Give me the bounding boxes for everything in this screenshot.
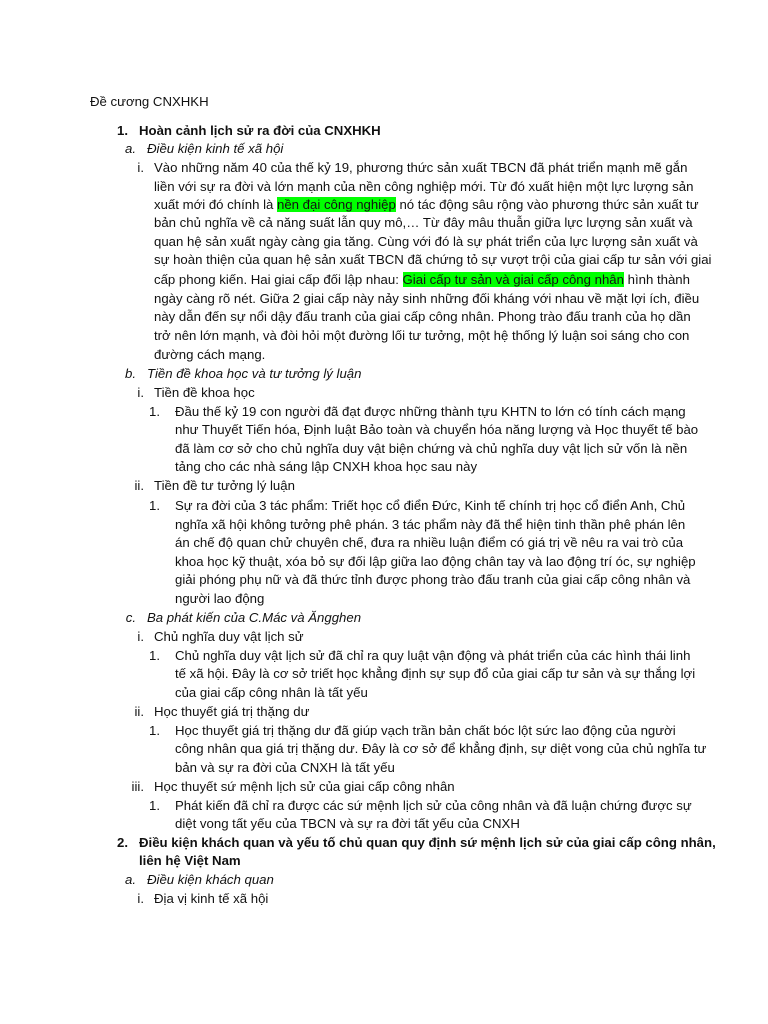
paragraph-text: nó tác động sâu rộng vào phương thức sản xuất tư xyxy=(395,197,699,212)
section-1b-ii-heading: Tiền đề tư tưởng lý luận xyxy=(154,478,295,493)
section-2-heading: Điều kiện khách quan và yếu tố chủ quan quy định sứ mệnh lịch sử của giai cấp công nhân, xyxy=(139,835,716,850)
section-1c-i-heading: Chủ nghĩa duy vật lịch sử xyxy=(154,629,304,644)
paragraph-line: như Thuyết Tiến hóa, Định luật Bảo toàn và chuyển hóa năng lượng và Học thuyết tế bào xyxy=(175,422,699,437)
document-title: Đề cương CNXHKH xyxy=(90,94,209,109)
paragraph-line: trở nên lớn mạnh, và đòi hỏi một đường lối tư tưởng, một hệ thống lý luận soi sáng cho con xyxy=(154,328,690,343)
paragraph-line: bản chủ nghĩa về cả năng suất lẫn quy mô,… Từ đây mâu thuẫn giữa lực lượng sản xuất và xyxy=(154,215,693,230)
section-1c-number: c. xyxy=(125,610,136,625)
paragraph-line: sự hoàn thiện của quan hệ sản xuất TBCN đã chứng tỏ sự vượt trội của giai cấp tư sản với giai xyxy=(154,252,712,267)
item-number: 1. xyxy=(149,648,160,663)
highlighted-text: nền đại công nghiệp xyxy=(277,197,396,212)
paragraph-text: cấp phong kiến. Hai giai cấp đối lập nhau: xyxy=(154,272,403,287)
section-1c-i-number: i. xyxy=(137,629,144,644)
section-2a-i-heading: Địa vị kinh tế xã hội xyxy=(154,891,269,906)
section-1a-number: a. xyxy=(125,141,136,156)
section-1a-i-number: i. xyxy=(137,160,144,175)
paragraph-line: diệt vong tất yếu của TBCN và sự ra đời tất yếu của CNXH xyxy=(175,816,520,831)
paragraph-line: ngày càng rõ nét. Giữa 2 giai cấp này nảy sinh những đối kháng với nhau về mặt lợi ích, điều xyxy=(154,291,700,306)
section-1c-heading: Ba phát kiến của C.Mác và Ăngghen xyxy=(147,610,362,625)
section-2a-i-number: i. xyxy=(137,891,144,906)
paragraph-line xyxy=(154,196,699,214)
section-1b-i-number: i. xyxy=(137,385,144,400)
paragraph-line: liền với sự ra đời và lớn mạnh của nền công nghiệp mới. Từ đó xuất hiện một lực lượng sản xyxy=(154,179,694,194)
paragraph-line: này dẫn đến sự nổi dậy đấu tranh của giai cấp công nhân. Phong trào đấu tranh của họ dần xyxy=(154,309,691,324)
section-1-heading: Hoàn cảnh lịch sử ra đời của CNXHKH xyxy=(139,123,381,138)
paragraph-line: Vào những năm 40 của thế kỷ 19, phương thức sản xuất TBCN đã phát triển mạnh mẽ gắn xyxy=(154,160,688,175)
paragraph-line: Học thuyết giá trị thặng dư đã giúp vạch trần bản chất bóc lột sức lao động của người xyxy=(175,723,676,738)
paragraph-text: xuất mới đó chính là xyxy=(154,197,278,212)
section-1b-heading: Tiền đề khoa học và tư tưởng lý luận xyxy=(147,366,362,381)
paragraph-line: bản và sự ra đời của CNXH là tất yếu xyxy=(175,760,395,775)
item-number: 1. xyxy=(149,798,160,813)
paragraph-text: hình thành xyxy=(623,272,690,287)
item-number: 1. xyxy=(149,404,160,419)
paragraph-line: quan hệ sản xuất ngày càng gia tăng. Cùng với đó là sự phát triển của lực lượng sản xuất và xyxy=(154,234,698,249)
item-number: 1. xyxy=(149,723,160,738)
paragraph-line: Phát kiến đã chỉ ra được các sứ mệnh lịch sử của công nhân và đã luận chứng được sự xyxy=(175,798,692,813)
section-1c-iii-number: iii. xyxy=(131,779,144,794)
section-1c-iii-heading: Học thuyết sứ mệnh lịch sử của giai cấp công nhân xyxy=(154,779,455,794)
paragraph-line: tảng cho các nhà sáng lập CNXH khoa học sau này xyxy=(175,459,478,474)
paragraph-line: Đầu thế kỷ 19 con người đã đạt được những thành tựu KHTN to lớn có tính cách mạng xyxy=(175,404,686,419)
paragraph-line xyxy=(154,271,690,289)
paragraph-line: người lao động xyxy=(175,591,265,606)
paragraph-line: đường cách mạng. xyxy=(154,347,266,362)
highlighted-text: Giai cấp tư sản và giai cấp công nhân xyxy=(402,272,624,287)
paragraph-line: của giai cấp công nhân là tất yếu xyxy=(175,685,368,700)
paragraph-line: Sự ra đời của 3 tác phẩm: Triết học cổ điển Đức, Kinh tế chính trị học cổ điển Anh, Chủ xyxy=(175,498,686,513)
section-2a-number: a. xyxy=(125,872,136,887)
section-1b-number: b. xyxy=(125,366,136,381)
section-1b-ii-number: ii. xyxy=(134,478,144,493)
section-1a-heading: Điều kiện kinh tế xã hội xyxy=(147,141,284,156)
section-2-heading-cont: liên hệ Việt Nam xyxy=(139,853,241,868)
paragraph-line: án chế độ quan chử chuyên chế, đưa ra nhiều luận điểm có giá trị về nêu ra vai trò của xyxy=(175,535,684,550)
section-1c-ii-heading: Học thuyết giá trị thặng dư xyxy=(154,704,310,719)
paragraph-line: Chủ nghĩa duy vật lịch sử đã chỉ ra quy luật vận động và phát triển của các hình thái linh xyxy=(175,648,691,663)
paragraph-line: công nhân qua giá trị thặng dư. Đây là cơ sở để khẳng định, sự diệt vong của chủ nghĩa tư xyxy=(175,741,707,756)
paragraph-line: tế xã hội. Đây là cơ sở triết học khẳng định sự sụp đổ của giai cấp tư sản và sự thắng lợi xyxy=(175,666,696,681)
section-1-number: 1. xyxy=(117,123,128,138)
section-2-number: 2. xyxy=(117,835,128,850)
paragraph-line: đã làm cơ sở cho chủ nghĩa duy vật biện chứng và chủ nghĩa duy vật lịch sử vốn là nền xyxy=(175,441,688,456)
section-1b-i-heading: Tiền đề khoa học xyxy=(154,385,255,400)
paragraph-line: khoa học kỹ thuật, xóa bỏ sự đối lập giữa lao động chân tay và lao động trí óc, sự nghiệp xyxy=(175,554,696,569)
paragraph-line: nghĩa xã hội không tưởng phê phán. 3 tác phẩm này đã thể hiện tinh thần phê phán lên xyxy=(175,517,686,532)
section-1c-ii-number: ii. xyxy=(134,704,144,719)
item-number: 1. xyxy=(149,498,160,513)
paragraph-line: giải phóng phụ nữ và đã thức tỉnh được phong trào đấu tranh của giai cấp công nhân và xyxy=(175,572,691,587)
section-2a-heading: Điều kiện khách quan xyxy=(147,872,274,887)
